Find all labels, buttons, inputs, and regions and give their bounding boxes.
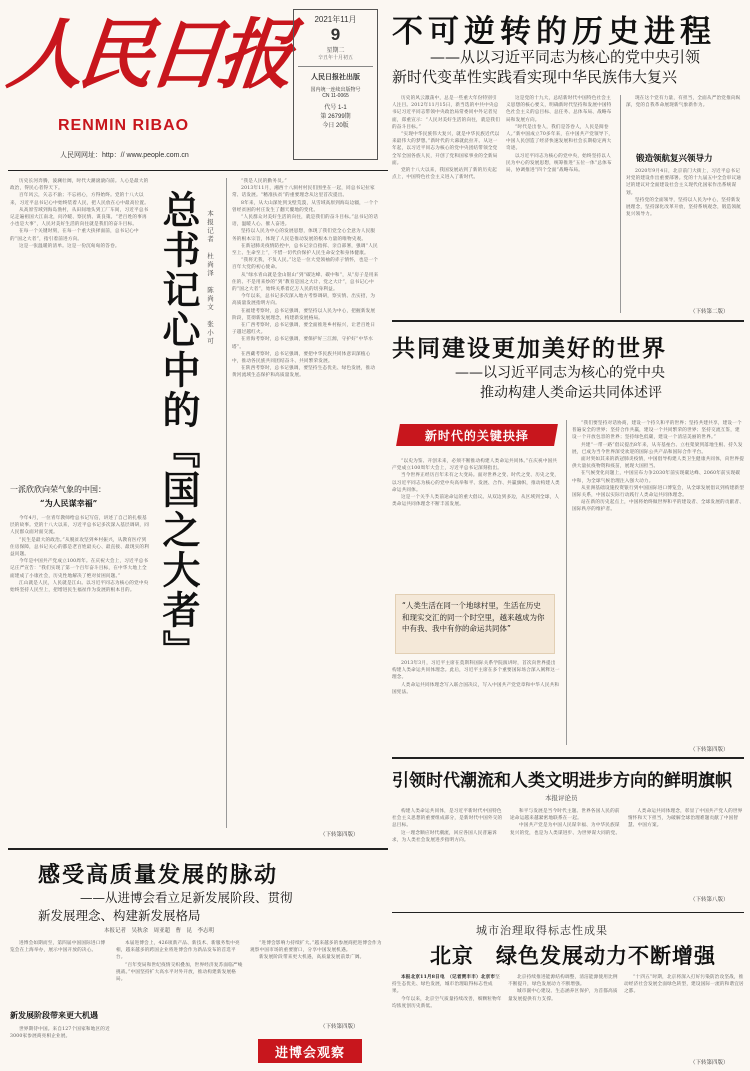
website-url[interactable]: 人民网网址：http：// www.people.com.cn — [60, 152, 189, 159]
article4-body-col-2: 北京持续推进能源结构调整，清洁能源使用比例不断提升，绿色发展动力不断增强。 城市副中心建设、生态涵养区保护，为首都高质量发展提供有力支撑。 — [508, 975, 618, 1002]
issue-number: 第 26799期 — [320, 114, 351, 120]
feature-subhead-2: “为人民谋幸福” — [40, 498, 98, 508]
editorial-author: 本报评论员 — [545, 794, 578, 802]
lead-title[interactable]: 不可逆转的历史进程 — [392, 14, 716, 50]
feature-body-col-2: “我是人民的勤务员。” 2013年11月，湘西十八洞村村民们围坐在一起，同总书记拉家常、话发展。“精准扶贫”的重要理念从这里首次提出。 8年来，从大山深处到戈壁荒漠，从雪域高原到海岛边疆，一个个曾经贫困的村庄发生了翻天覆地的变化。 “人民群众对美好生活的向往，就是我们的奋斗目标。”总书记的话语，温暖人心、催人奋进。 坚持以人民为中心的发展思想，体现了我们党全心全意为人民服务的根本宗旨，体现了人民是推动发展的根本力量的唯物史观。 在新冠肺炎疫情防控中，总书记亲自指挥、亲自部署，强调“人民至上、生命至上”，不惜一切代价保护人民生命安全和身体健康。 “我将无我，不负人民。”这是一位大党领袖的赤子情怀，也是一个百年大党的初心使命。 从“绿水青山就是金山银山”到“碳达峰、碳中和”，从“房子是用来住的、不是用来炒的”到“教育是国之大计、党之大计”，总书记心中的“国之大者”，始终关系着亿万人民的切身利益。 今年以来，总书记多次深入地方考察调研，察实情、出实招，为高质量发展指明方向。 在福建考察时，总书记强调，要坚持以人民为中心，把握新发展阶段，贯彻新发展理念，构建新发展格局。 在广西考察时，总书记强调，要全面推进乡村振兴，让老百姓日子越过越红火。 在青海考察时，总书记强调，要保护好三江源，守护好“中华水塔”。 在西藏考察时，总书记强调，要把中华民族共同体意识深植心中，推动各民族共同团结奋斗、共同繁荣发展。 在陕西考察时，总书记强调，要坚持生态优先、绿色发展，推动黄河流域生态保护和高质量发展。 — [232, 179, 379, 379]
date-box — [293, 9, 378, 160]
issue-code: 代号 1-1 — [324, 105, 347, 111]
article2-body-col-1: “以史为鉴、开创未来，必须不断推动构建人类命运共同体。”在庆祝中国共产党成立100周年大会上，习近平总书记深刻指出。 当今世界正经历百年未有之大变局。面对世界之变、时代之变、历史之变，以习近平同志为核心的党中央高举和平、发展、合作、共赢旗帜，推动构建人类命运共同体。 这是一个关乎人类前途命运的重大倡议。从双边到多边，从区域到全球，人类命运共同体理念不断丰富发展。 — [392, 459, 560, 508]
article2-body-col-1b: 2013年3月，习近平主席在莫斯科国际关系学院演讲时，首次向世界提出构建人类命运共同体理念。此后，习近平主席在多个重要国际场合深入阐释这一理念。 人类命运共同体理念写入联合国决议，写入中国共产党党章和中华人民共和国宪法。 — [392, 661, 560, 695]
continuation-2: （下转第四版） — [320, 832, 359, 838]
continuation-5: （下转第四版） — [320, 1024, 359, 1030]
article2-body-col-2: “我们要坚持对话协商，建设一个持久和平的世界；坚持共建共享，建设一个普遍安全的世界；坚持合作共赢，建设一个共同繁荣的世界；坚持交流互鉴，建设一个开放包容的世界；坚持绿色低碳，建设一个清洁美丽的世界。” 共建“一带一路”倡议提出8年来，从夯基垒台、立柱架梁到落地生根、持久发展，已成为当今世界深受欢迎的国际公共产品和国际合作平台。 面对突如其来的新冠肺炎疫情，中国倡导构建人类卫生健康共同体，向世界提供大量抗疫物资和疫苗，展现大国担当。 在气候变化问题上，中国宣布力争2030年前实现碳达峰、2060年前实现碳中和，为全球气候治理注入强大动力。 从亚洲基础设施投资银行到中国国际进口博览会，从全球发展倡议到构建新型国际关系，中国以实际行动践行人类命运共同体理念。 站在新的历史起点上，中国将始终做世界和平的建设者、全球发展的贡献者、国际秩序的维护者。 — [572, 421, 744, 513]
publisher: 人民日报社出版 — [311, 74, 360, 81]
article3-title[interactable]: 感受高质量发展的脉动 — [38, 862, 279, 888]
feature-vertical-title[interactable]: 总书记心中的『国之大者』 — [156, 190, 201, 670]
cn-number: CN 11-0065 — [322, 93, 349, 99]
editorial-body-col-1: 构建人类命运共同体，是习近平新时代中国特色社会主义思想的重要组成部分，是新时代中国外交的总目标。 这一理念顺应时代潮流，回应各国人民普遍诉求，为人类社会发展进步指明方向。 — [392, 809, 503, 843]
article2-tag-label: 新时代的关键抉择 — [424, 428, 529, 443]
article2-quote: “人类生活在同一个地球村里，生活在历史和现实交汇的同一个时空里，越来越成为你中有我、我中有你的命运共同体” — [402, 601, 545, 633]
cn-label: 国内统一连续出版物号 — [310, 87, 361, 93]
article3-byline: 本报记者 吴秋余 周亚超 曹 昆 李志明 — [104, 928, 215, 934]
article2-quote-box — [395, 594, 555, 654]
lead-subtitle-1: ——从以习近平同志为核心的党中央引领 — [430, 48, 701, 66]
article2-subtitle-1: ——以习近平同志为核心的党中央 — [455, 365, 665, 381]
article2-title[interactable]: 共同建设更加美好的世界 — [392, 335, 667, 362]
date-year-month: 2021年11月 — [314, 15, 357, 24]
article3-subtitle-1: ——从进博会看立足新发展阶段、贯彻 — [80, 890, 293, 905]
lead-body-col-1: 历史的风云激荡中，总是一些重大年份特别引人注目。2012年11月15日，新当选的中共中央总书记习近平同志带领中央政治局常委同中外记者见面，郑重宣示：“人民对美好生活的向往，就是我们的奋斗目标。” “实现中华民族伟大复兴，就是中华民族近代以来最伟大的梦想。”新时代的大幕就此拉开。从这一年起，以习近平同志为核心的党中央团结带领全党全军全国各族人民，开创了党和国家事业的全新局面。 党的十八大以来，我国发展站到了新的历史起点上，中国特色社会主义进入了新时代。 — [392, 96, 500, 181]
editorial-title[interactable]: 引领时代潮流和人类文明进步方向的鲜明旗帜 — [392, 771, 732, 791]
feature-body-col-1b: 今年4月，一位青年教师给总书记写信，讲述了自己的扎根基层的故事。党的十八大以来，习近平总书记多次深入基层调研，同人民群众面对面交流。 “民生是最大的政治。”从脱贫攻坚到乡村振兴，从教育医疗到住房保障，总书记关心的都是老百姓最关心、最直接、最现实的利益问题。 今年是中国共产党成立100周年。在庆祝大会上，习近平总书记庄严宣告：“我们实现了第一个百年奋斗目标，在中华大地上全面建成了小康社会，历史性地解决了绝对贫困问题。” 江山就是人民，人民就是江山。以习近平同志为核心的党中央始终坚持人民至上，把增进民生福祉作为发展的根本目的。 — [10, 516, 150, 594]
date-weekday: 星期二 — [326, 48, 345, 54]
feature-byline: 本报记者 杜尚泽 陈尚文 张小可 — [206, 210, 214, 346]
article3-tag-label: 进博会观察 — [274, 1045, 345, 1061]
continuation-3: （下转第四版） — [690, 747, 729, 753]
side-col-bottom: 2020年9月4日，北京前门大街上，习近平总书记对党的建设作出重要部署。党的十九届五中全会审议通过的建议对全面建设社会主义现代化国家作出系统谋划。 坚持党的全面领导，坚持以人民为中心，坚持新发展理念，坚持深化改革开放，坚持系统观念，锻造领航复兴领导力。 — [626, 169, 742, 218]
article3-body-col-3: “进博会影响力持续扩大。”越来越多的参展商把进博会作为观察中国市场的重要窗口，分享中国发展机遇。 新发展阶段带来更大机遇，高质量发展前景广阔。 — [250, 941, 382, 961]
article4-title[interactable]: 北京 绿色发展动力不断增强 — [430, 943, 716, 968]
article3-subhead: 新发展阶段带来更大机遇 — [10, 1010, 98, 1020]
continuation-4: （下转第八版） — [690, 897, 729, 903]
editorial-body-col-3: 人类命运共同体理念，彰显了中国共产党人的世界情怀和天下担当，为破解全球治理难题贡献了中国智慧、中国方案。 — [628, 809, 743, 829]
article3-body-col-2: 本届进博会上，426项新产品、新技术、新服务集中亮相，越来越多的跨国企业将进博会作为新品发布的首选平台。 “百年变局和世纪疫情交织叠加，世界经济复苏面临严峻挑战。”中国坚持扩大高水平对外开放，推动构建新发展格局。 — [116, 941, 243, 983]
article3-subtitle-2: 新发展理念、构建新发展格局 — [38, 908, 201, 923]
article2-subtitle-2: 推动构建人类命运共同体述评 — [480, 385, 662, 401]
article3-tag[interactable] — [258, 1039, 362, 1063]
page-count: 今日 20版 — [322, 123, 349, 129]
masthead-logo[interactable]: 人民日报 — [3, 10, 293, 99]
editorial-body-col-2: 和平与发展是当今时代主题。世界各国人民的前途命运越来越紧密地联系在一起。 中国共产党是为中国人民谋幸福、为中华民族谋复兴的党，也是为人类谋进步、为世界谋大同的党。 — [510, 809, 621, 836]
lead-subtitle-2: 新时代变革性实践看实现中华民族伟大复兴 — [392, 68, 678, 86]
feature-body-col-1: 历史长河奔腾，波澜壮阔，时代大潮滚滚向前。人心是最大的政治，得民心者得天下。 百年风云，矢志不渝；不忘初心，方得始终。党的十八大以来，习近平总书记心中始终装着人民，把人民放在心中最高位置。 从高原雪域到海岛渔村，从田间地头到工厂车间，习近平总书记走遍祖国大江南北，问冷暖、察民情、谋良策。“老百姓的事再小也是大事”，人民对美好生活的向往就是我们的奋斗目标。 在每一个关键时刻，在每一个重大抉择面前，总书记心中的“国之大者”，指引着前进方向。 这是一张温暖的清单。这是一份沉甸甸的答卷。 — [10, 179, 150, 249]
article4-body-col-3: “十四五”时期，北京将深入打好污染防治攻坚战，推动经济社会发展全面绿色转型，建设国际一流的和谐宜居之都。 — [624, 975, 744, 995]
continuation-6: （下转第四版） — [690, 1060, 729, 1066]
feature-subhead-1: 一派欣欣向荣气象的中国： — [10, 485, 106, 494]
lead-body-col-2: 这是党的十九大，总结新时代中国特色社会主义思想的核心要义，明确新时代坚持和发展中国特色社会主义的总目标、总任务、总体布局、战略布局和发展方向。 “时代是出卷人，我们是答卷人，人民是阅卷人。”新中国成立70多年来，在中国共产党领导下，中国人民创造了经济快速发展和社会长期稳定两大奇迹。 以习近平同志为核心的党中央，始终坚持以人民为中心的发展思想，统筹推进“五位一体”总体布局，协调推进“四个全面”战略布局。 — [506, 96, 614, 174]
article3-body-col-1: 进博会如期而至，第四届中国国际进口博览会在上海举办，展示中国开放的决心。 — [10, 941, 106, 954]
continuation-1: （下转第二版） — [690, 309, 729, 315]
side-col-top: 现在这个党有力量，有担当，全面从严治党推向纵深，党的自我革命展现新气象新作为。 — [626, 96, 741, 109]
article4-kicker: 城市治理取得标志性成果 — [476, 924, 608, 937]
side-heading: 锻造领航复兴领导力 — [636, 154, 713, 164]
article3-body-col-1b: 世界期待中国。来自127个国家和地区的近3000家参展商亮相企业展。 — [10, 1027, 110, 1040]
article4-lead: 本报北京11月8日电 （记者贾丰丰）北京市 — [401, 975, 496, 980]
article4-body-col-1: 本报北京11月8日电 （记者贾丰丰）北京市坚持生态优先、绿色发展，城市治理取得标志性成果。 今年以来，北京空气质量持续改善，细颗粒物年均浓度创历史新低。 — [392, 975, 502, 1009]
date-lunar: 辛丑年十月初五 — [317, 55, 353, 61]
date-day: 9 — [330, 25, 341, 44]
article2-tag[interactable] — [396, 424, 558, 446]
masthead-pinyin: RENMIN RIBAO — [58, 117, 190, 134]
